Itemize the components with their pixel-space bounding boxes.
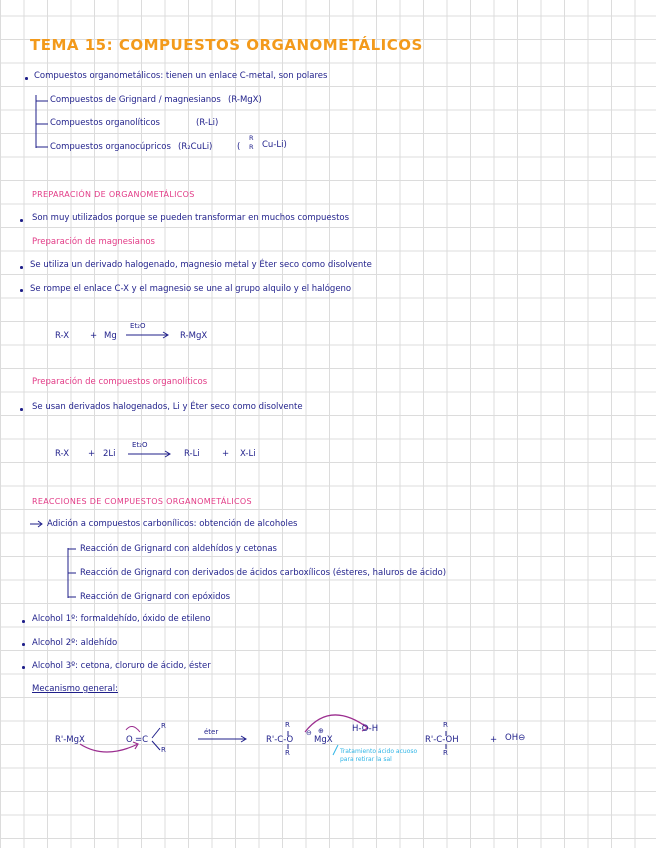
mechanism-label: Mecanismo general: <box>32 684 118 694</box>
reaction2-reactant2: 2Li <box>103 449 116 459</box>
type-organocuprico-formula2-prefix: ( <box>237 142 241 152</box>
alcohol-primary: Alcohol 1º: formaldehído, óxido de etileno <box>32 614 211 624</box>
reaction1-condition: Et₂O <box>130 322 146 330</box>
reaction2-product1: R-Li <box>184 449 200 459</box>
mech-product-r-bottom: R <box>443 749 448 757</box>
mag-bullet-1: Se utiliza un derivado halogenado, magnesio metal y Éter seco como disolvente <box>30 260 372 270</box>
mech-reagent: R'-MgX <box>55 735 85 745</box>
mech-intermediate-r-bottom: R <box>285 749 290 757</box>
grignard-reaction-2: Reacción de Grignard con derivados de ácidos carboxílicos (ésteres, haluros de ácido) <box>80 568 447 578</box>
subsection-organoliticos: Preparación de compuestos organolíticos <box>32 377 208 387</box>
type-grignard-formula: (R-MgX) <box>228 95 262 105</box>
reaction1-reactant2: Mg <box>104 331 117 341</box>
type-organolitico-label: Compuestos organolíticos <box>50 118 160 128</box>
mech-cation-charge: ⊕ <box>318 727 324 735</box>
type-organocuprico-label: Compuestos organocúpricos <box>50 142 171 152</box>
mech-product-r-top: R <box>443 721 448 729</box>
section-reactions: REACCIONES DE COMPUESTOS ORGANOMETÁLICOS <box>32 497 252 506</box>
addition-text: Adición a compuestos carbonílicos: obtención de alcoholes <box>47 519 298 529</box>
type-organocuprico-r-bottom: R <box>249 143 254 151</box>
mag-bullet-2: Se rompe el enlace C-X y el magnesio se une al grupo alquilo y el halógeno <box>30 284 352 294</box>
type-grignard-label: Compuestos de Grignard / magnesianos <box>50 95 221 105</box>
mech-intermediate-charge: ⊖ <box>306 729 312 737</box>
mech-carbonyl-r1: R <box>161 722 166 730</box>
grignard-reaction-1: Reacción de Grignard con aldehídos y cetonas <box>80 544 277 554</box>
reaction1-reactant1: R-X <box>55 331 70 341</box>
reaction2-product2: X-Li <box>240 449 256 459</box>
mech-carbonyl-r2: R <box>161 746 166 754</box>
section-preparation: PREPARACIÓN DE ORGANOMETÁLICOS <box>32 190 195 199</box>
reaction2-plus1: + <box>88 449 96 459</box>
mech-intermediate: R'-C-O <box>266 735 294 745</box>
alcohol-tertiary: Alcohol 3º: cetona, cloruro de ácido, éster <box>32 661 211 671</box>
mech-plus: + <box>490 735 498 745</box>
mech-carbonyl-c: =C <box>135 735 149 745</box>
subsection-magnesianos: Preparación de magnesianos <box>32 237 155 247</box>
type-organocuprico-formula: (R₂CuLi) <box>178 142 213 152</box>
reaction2-reactant1: R-X <box>55 449 70 459</box>
mech-intermediate-r-top: R <box>285 721 290 729</box>
prep-use-text: Son muy utilizados porque se pueden transformar en muchos compuestos <box>32 213 350 223</box>
page-title: TEMA 15: COMPUESTOS ORGANOMETÁLICOS <box>30 36 423 54</box>
mech-byproduct: OH⊖ <box>505 733 526 743</box>
mech-intermediate-cation: MgX <box>314 735 333 745</box>
mech-note: Tratamiento ácido acuoso para retirar la sal <box>340 748 418 763</box>
mech-proton-source: H-O-H <box>352 724 379 734</box>
type-organocuprico-r-top: R <box>249 134 254 142</box>
mech-carbonyl-o: O <box>126 735 133 745</box>
mech-product: R'-C-OH <box>425 735 459 745</box>
reaction2-plus2: + <box>222 449 230 459</box>
type-organocuprico-formula2-rest: Cu-Li) <box>262 140 287 150</box>
reaction1-product: R-MgX <box>180 331 208 341</box>
intro-text: Compuestos organometálicos: tienen un enlace C-metal, son polares <box>34 71 328 81</box>
type-organolitico-formula: (R-Li) <box>196 118 219 128</box>
reaction2-condition: Et₂O <box>132 441 148 449</box>
alcohol-secondary: Alcohol 2º: aldehído <box>32 638 118 648</box>
lit-bullet: Se usan derivados halogenados, Li y Éter seco como disolvente <box>32 402 303 412</box>
mech-condition: éter <box>204 728 219 736</box>
grignard-reaction-3: Reacción de Grignard con epóxidos <box>80 592 231 602</box>
reaction1-plus: + <box>90 331 98 341</box>
